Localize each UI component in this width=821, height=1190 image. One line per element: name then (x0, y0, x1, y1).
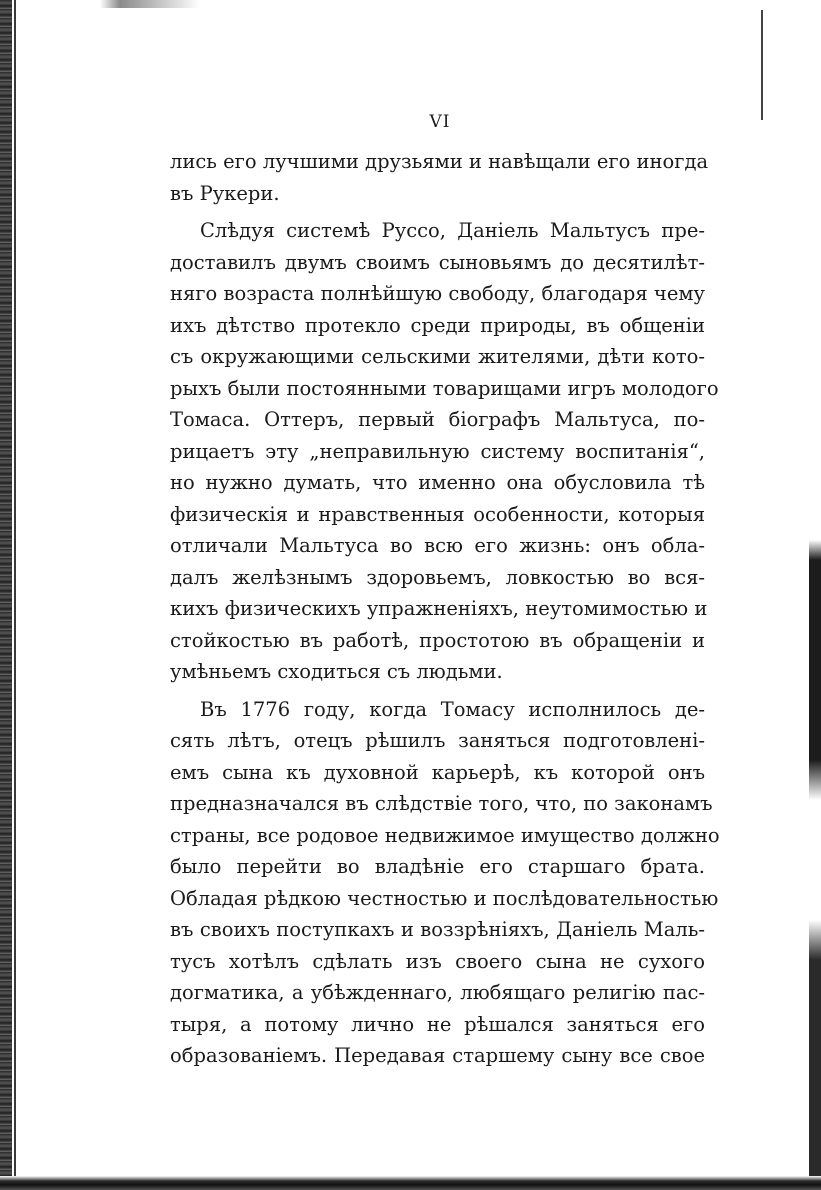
text-line: образованіемъ. Передавая старшему сыну все свое (170, 1044, 705, 1067)
text-line: страны, все родовое недвижимое имущество должно (170, 823, 720, 847)
text-line: рыхъ были постоянными товарищами игръ молодого (170, 376, 719, 400)
text-line: тыря, а потому лично не рѣшался заняться его (170, 1012, 705, 1036)
text-line: отличали Мальтуса во всю его жизнь: онъ обла- (170, 534, 705, 557)
text-line: далъ желѣзнымъ здоровьемъ, ловкостью во вся- (170, 565, 705, 589)
text-line: ихъ дѣтство протекло среди природы, въ общеніи (170, 313, 705, 337)
scan-bottom-edge (0, 1176, 821, 1190)
scan-left-rule (14, 0, 16, 1190)
text-line: сять лѣтъ, отецъ рѣшилъ заняться подготовлені- (170, 729, 705, 752)
scan-right-edge (809, 0, 821, 1190)
page-number: VI (429, 112, 451, 132)
scan-left-edge (0, 0, 12, 1190)
scan-top-edge (0, 0, 821, 8)
text-line: Томаса. Оттеръ, первый біографъ Мальтуса, по- (170, 408, 705, 431)
text-line: стойкостью въ работѣ, простотою въ обращеніи и (170, 628, 705, 652)
text-line: лись его лучшими друзьями и навѣщали его иногда (170, 150, 709, 173)
text-line: догматика, а убѣжденнаго, любящаго религію пас- (170, 981, 705, 1004)
text-line: физическія и нравственныя особенности, которыя (170, 502, 705, 526)
text-line: рицаетъ эту „неправильную систему воспитанія“, (170, 439, 705, 463)
text-line: но нужно думать, что именно она обусловила тѣ (170, 471, 705, 494)
text-line: предназначался въ слѣдствіе того, что, по законамъ (170, 792, 713, 815)
text-line: Слѣдуя системѣ Руссо, Даніель Мальтусъ пре- (200, 219, 705, 242)
text-line: съ окружающими сельскими жителями, дѣти кото- (170, 345, 705, 368)
text-line: умѣньемъ сходиться съ людьми. (170, 660, 503, 683)
text-line: доставилъ двумъ своимъ сыновьямъ до десятилѣт- (170, 250, 705, 274)
text-line: емъ сына къ духовной карьерѣ, къ которой онъ (170, 760, 705, 784)
text-line: кихъ физическихъ упражненіяхъ, неутомимостью и (170, 597, 708, 620)
text-line: въ своихъ поступкахъ и воззрѣніяхъ, Даніель Маль- (170, 918, 705, 941)
body-text (170, 146, 720, 1072)
text-line: въ Рукери. (170, 181, 280, 205)
scan-right-mark (761, 10, 763, 120)
text-line: Обладая рѣдкою честностью и послѣдовательностью (170, 886, 719, 910)
text-line: тусъ хотѣлъ сдѣлать изъ своего сына не сухого (170, 949, 705, 973)
text-line: Въ 1776 году, когда Томасу исполнилось де- (200, 697, 705, 721)
text-line: было перейти во владѣніе его старшаго брата. (170, 855, 705, 878)
text-line: няго возраста полнѣйшую свободу, благодаря чему (170, 282, 705, 305)
